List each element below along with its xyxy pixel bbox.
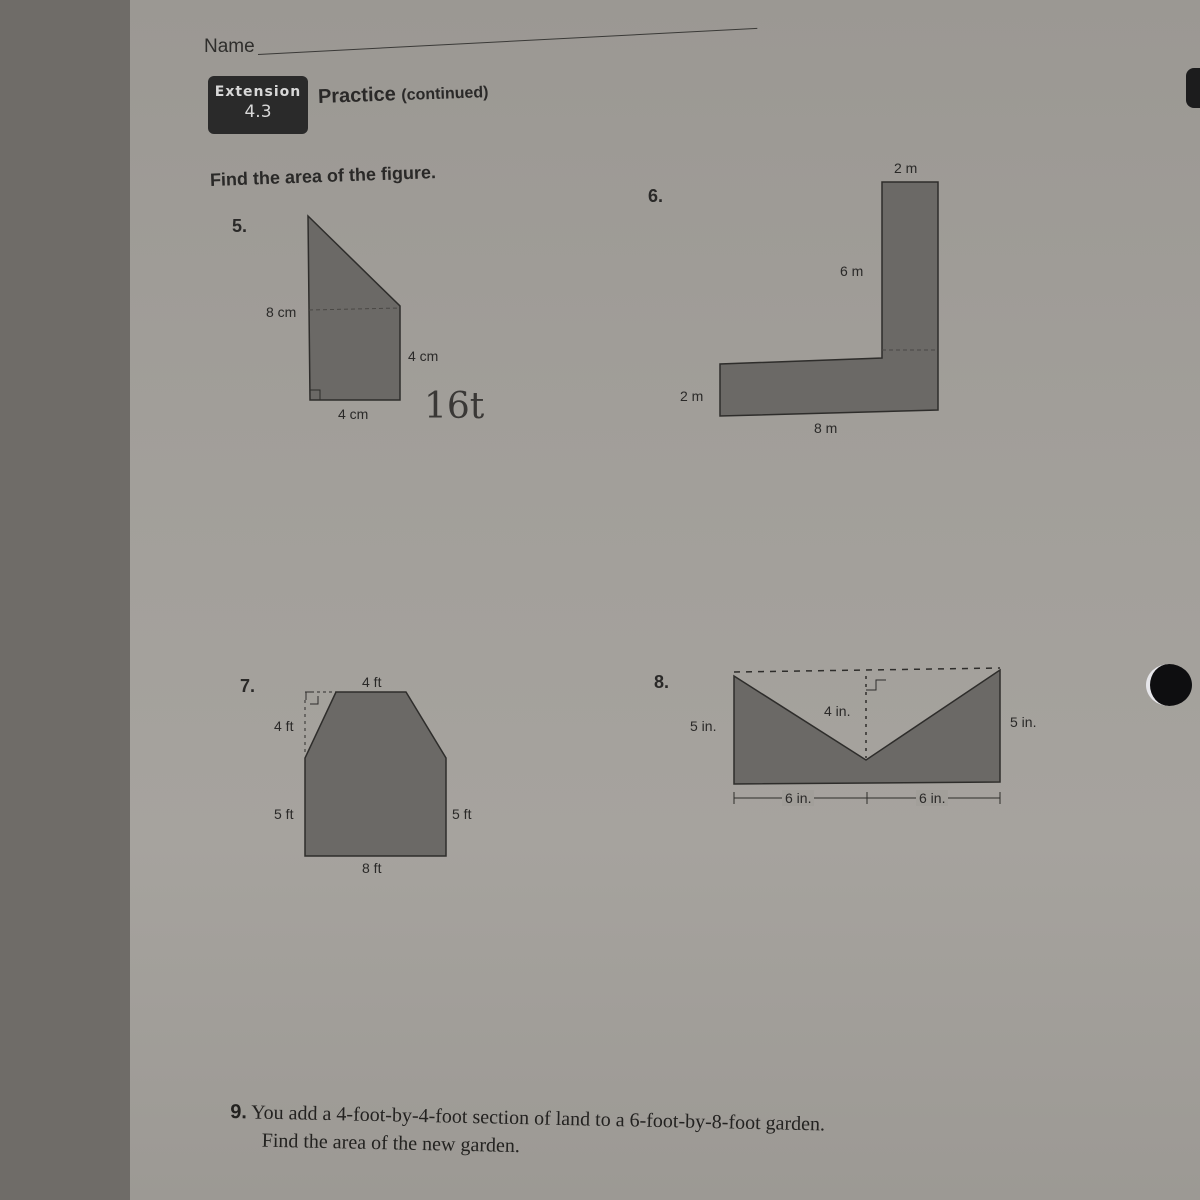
figure-5 bbox=[308, 216, 400, 400]
p6-inner-label: 6 m bbox=[840, 263, 864, 279]
p5-bottom-label: 4 cm bbox=[338, 406, 369, 422]
question-9-number: 9. bbox=[230, 1101, 248, 1124]
p8-right-label: 5 in. bbox=[1010, 714, 1037, 730]
problem-5-number: 5. bbox=[232, 216, 248, 236]
figure-6 bbox=[720, 182, 938, 416]
p5-right-label: 4 cm bbox=[408, 348, 439, 364]
p6-top-label: 2 m bbox=[894, 160, 918, 176]
figure-7 bbox=[305, 692, 446, 856]
p6-bottom-label: 8 m bbox=[814, 420, 838, 436]
problem-8-number: 8. bbox=[654, 672, 670, 692]
p5-left-label: 8 cm bbox=[266, 304, 297, 320]
p8-left-label: 5 in. bbox=[690, 718, 717, 734]
problem-6-number: 6. bbox=[648, 186, 664, 206]
p8-middle-label: 4 in. bbox=[824, 703, 851, 719]
binder-hole bbox=[1146, 664, 1192, 706]
p7-right-label: 5 ft bbox=[452, 806, 472, 822]
p7-left-top-label: 4 ft bbox=[274, 718, 294, 734]
p6-left-label: 2 m bbox=[680, 388, 704, 404]
page-title-sub: (continued) bbox=[401, 84, 489, 105]
handwritten-answer: 16t bbox=[424, 386, 485, 427]
question-9-line1: You add a 4-foot-by-4-foot section of land to a 6-foot-by-8-foot garden. bbox=[251, 1101, 826, 1136]
binder-hole-top bbox=[1186, 68, 1200, 108]
p7-top-label: 4 ft bbox=[362, 674, 382, 690]
badge-number: 4.3 bbox=[244, 102, 272, 122]
badge-title: Extension bbox=[214, 84, 302, 100]
instructions: Find the area of the figure. bbox=[209, 162, 437, 190]
p8-bottom-left-label: 6 in. bbox=[782, 790, 814, 806]
p7-bottom-label: 8 ft bbox=[362, 860, 382, 876]
page-title-text: Practice bbox=[317, 83, 397, 108]
name-label: Name bbox=[204, 36, 255, 57]
p8-bottom-right-label: 6 in. bbox=[916, 790, 948, 806]
problem-7-number: 7. bbox=[240, 676, 256, 696]
p7-left-label: 5 ft bbox=[274, 806, 294, 822]
question-9-line2: Find the area of the new garden. bbox=[261, 1129, 521, 1158]
figure-8 bbox=[734, 668, 1000, 804]
